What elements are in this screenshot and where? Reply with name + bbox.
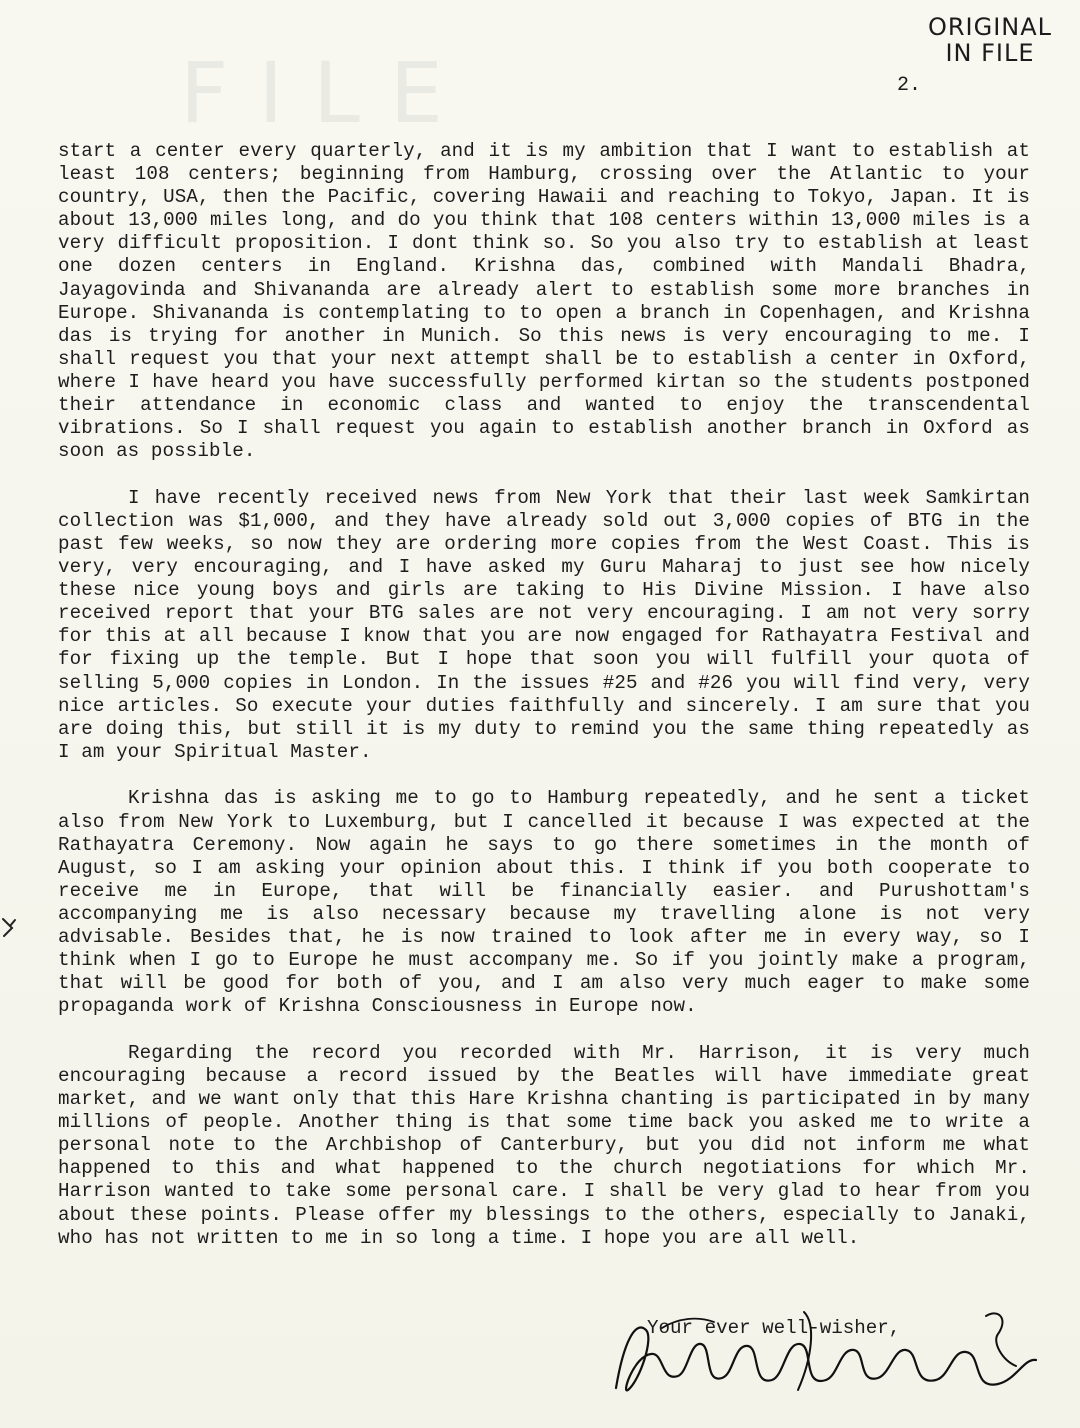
letter-body — [58, 140, 1030, 1273]
file-watermark: FILE — [180, 44, 473, 142]
closing-line: Your ever well-wisher, — [647, 1317, 901, 1339]
margin-mark — [0, 916, 18, 940]
original-in-file-stamp — [915, 14, 1065, 66]
stamp-line-1: ORIGINAL — [927, 13, 1053, 41]
stamp-line-2: IN FILE — [945, 39, 1035, 67]
paragraph-3: Krishna das is asking me to go to Hamburg repeatedly, and he sent a ticket also from New York to Luxemburg, but I cancelled it because I was expected at the Rathayatra Ceremony. Now again he says to go there sometimes in the month of August, so I am asking your opinion about this. I think if you both cooperate to receive me in Europe, that will be financially easier. and Purushottam's accompanying me is also necessary because my travelling alone is not very advisable. Besides that, he is now trained to look after me in every way, so I think when I go to Europe he must accompany me. So if you jointly make a program, that will be good for both of you, and I am also very much eager to make some propaganda work of Krishna Consciousness in Europe now. — [58, 787, 1030, 1018]
paragraph-1: start a center every quarterly, and it is my ambition that I want to establish at least 108 centers; beginning from Hamburg, crossing over the Atlantic to your country, USA, then the Pacific, covering Hawaii and reaching to Tokyo, Japan. It is about 13,000 miles long, and do you think that 108 centers within 13,000 miles is a very difficult proposition. I dont think so. So you also try to establish at least one dozen centers in England. Krishna das, combined with Mandali Bhadra, Jayagovinda and Shivananda are already alert to establish some more branches in Europe. Shivananda is contemplating to to open a branch in Copenhagen, and Krishna das is trying for another in Munich. So this news is very encouraging to me. I shall request you that your next attempt shall be to establish a center in Oxford, where I have heard you have successfully performed kirtan so the students postponed their attendance in economic class and wanted to enjoy the transcendental vibrations. So I shall request you again to establish another branch in Oxford as soon as possible. — [58, 140, 1030, 463]
handwritten-signature — [606, 1300, 1051, 1410]
page-number: 2. — [897, 74, 922, 97]
paragraph-2: I have recently received news from New York that their last week Samkirtan collection was $1,000, and they have already sold out 3,000 copies of BTG in the past few weeks, so now they are ordering more copies from the West Coast. This is very, very encouraging, and I have asked my Guru Maharaj to just see how nicely these nice young boys and girls are taking to His Divine Mission. I have also received report that your BTG sales are not very encouraging. I am not very sorry for this at all because I know that you are now engaged for Rathayatra Festival and for fixing up the temple. But I hope that soon you will fulfill your quota of selling 5,000 copies in London. In the issues #25 and #26 you will find very, very nice articles. So execute your duties faithfully and sincerely. I am sure that you are doing this, but still it is my duty to remind you the same thing repeatedly as I am your Spiritual Master. — [58, 486, 1030, 763]
paragraph-4: Regarding the record you recorded with Mr. Harrison, it is very much encouraging because a record issued by the Beatles will have immediate great market, and we want only that this Hare Krishna chanting is participated in by many millions of people. Another thing is that some time back you asked me to write a personal note to the Archbishop of Canterbury, but you did not inform me what happened to this and what happened to the church negotiations for which Mr. Harrison wanted to take some personal care. I shall be very glad to hear from you about these points. Please offer my blessings to the others, especially to Janaki, who has not written to me in so long a time. I hope you are all well. — [58, 1041, 1030, 1249]
